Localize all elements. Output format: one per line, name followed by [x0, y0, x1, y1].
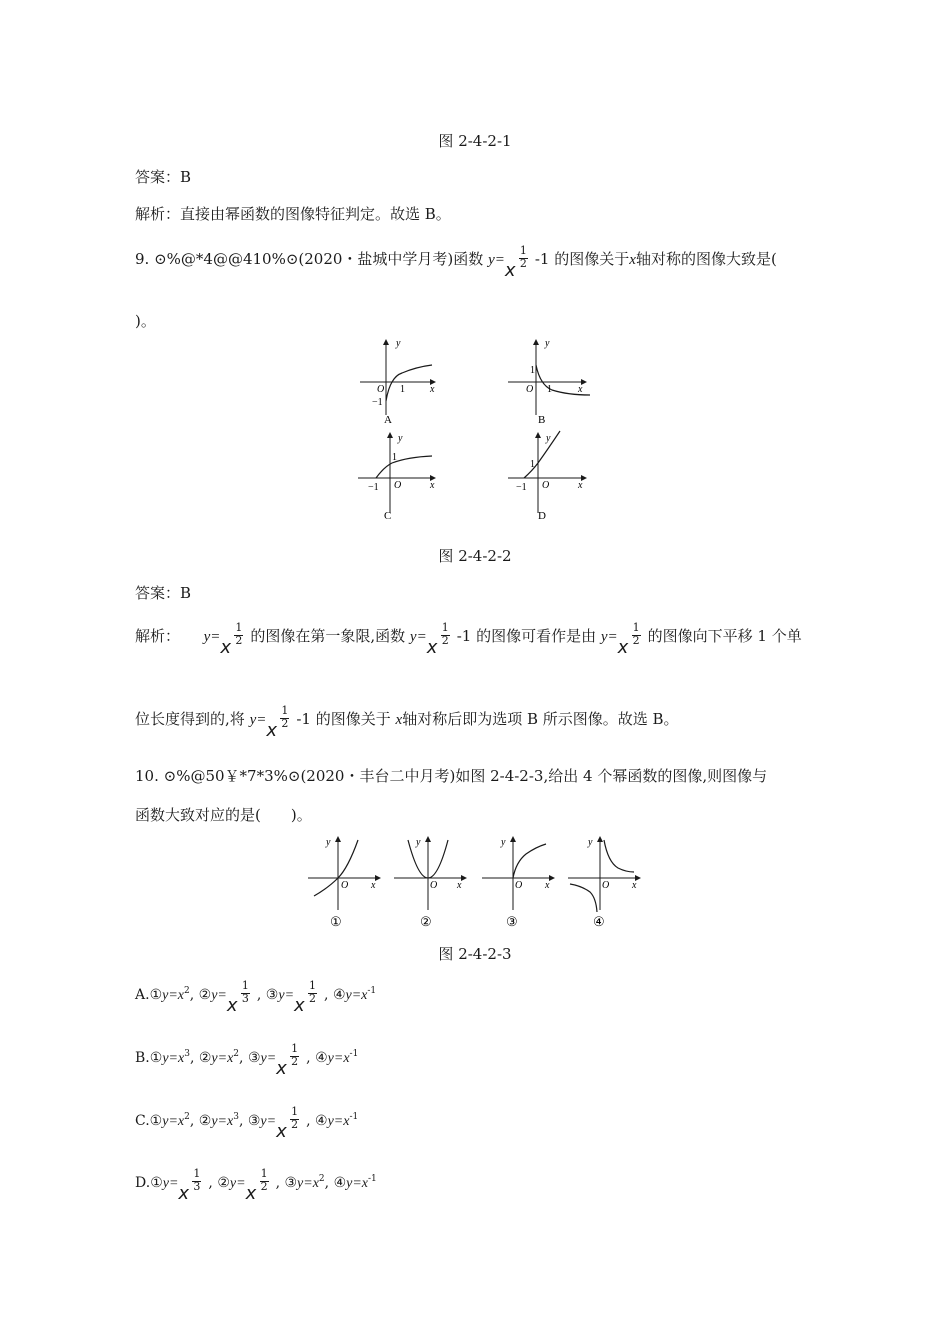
q10-option-d[interactable]: D.①y= 1 3 x , ②y= 1 2 x , $③y=x^2$, $④y=x^{-1}$ — [135, 1167, 377, 1204]
q9-analysis-l2a: 位长度得到的,将 — [135, 710, 245, 728]
graph-c — [358, 433, 435, 522]
graph-b-one-x: 1 — [547, 384, 552, 395]
q10-g4-origin: O — [602, 880, 610, 891]
q10-g3-x: x — [545, 880, 550, 891]
q9-stem-prefix: 9. ⊙%@*4@@410%⊙(2020・盐城中学月考)函数 — [135, 250, 484, 268]
q9-analysis-pow2: 1 2 x — [426, 621, 449, 658]
q9-analysis-y3: y= — [600, 629, 618, 645]
q9-graphs — [350, 335, 600, 525]
graph-c-x: x — [430, 480, 435, 491]
graph-b-origin: O — [526, 384, 534, 395]
q10-g2-origin: O — [430, 880, 438, 891]
q10-graphs — [300, 832, 650, 932]
graph-d-neg-one: −1 — [516, 482, 527, 493]
q10-g2-x: x — [457, 880, 462, 891]
q9-analysis-p3: 的图像向下平移 1 个单 — [647, 627, 802, 645]
q10-graph-2 — [394, 837, 466, 929]
q10-g4-x: x — [632, 880, 637, 891]
graph-b — [508, 338, 590, 426]
q9-stem-suffix: 的图像关于 — [554, 250, 630, 268]
graph-d-one: 1 — [530, 459, 535, 470]
graph-c-one: 1 — [392, 452, 397, 463]
figure-caption-1: 图 2-4-2-1 — [438, 132, 512, 150]
q9-stem-end: 轴对称的图像大致是( — [635, 250, 777, 268]
q9-analysis-p1: 的图像在第一象限,函数 — [250, 627, 406, 645]
q10-g2-y: y — [416, 837, 421, 848]
q9-analysis-pow1: 1 2 x — [220, 621, 243, 658]
q9-stem-line2: )。 — [135, 312, 156, 330]
q10-stem-line1: 10. ⊙%@50￥*7*3%⊙(2020・丰台二中月考)如图 2-4-2-3,给出 4 个幂函数的图像,则图像与 — [135, 767, 768, 785]
graph-c-origin: O — [394, 480, 402, 491]
q10-g1-y: y — [326, 837, 331, 848]
q10-graph-3 — [482, 837, 554, 929]
q10-g3-y: y — [501, 837, 506, 848]
q9-analysis-y1: y= — [203, 629, 221, 645]
q9-analysis-y4: y= — [249, 712, 267, 728]
q8-answer: 答案：B — [135, 168, 192, 186]
figure-caption-2: 图 2-4-2-2 — [438, 547, 512, 565]
graph-d-label: D — [538, 510, 546, 522]
q10-g2-label: ② — [420, 914, 432, 929]
q10-option-b[interactable]: $B.①y=x^3$, $②y=x^2$, ③y= 1 2 x , $④y=x^{-1}$ — [135, 1042, 359, 1079]
q10-g4-y: y — [588, 837, 593, 848]
graph-b-x: x — [578, 384, 583, 395]
q9-analysis-line2 — [135, 704, 679, 741]
q10-stem-line2: 函数大致对应的是( )。 — [135, 806, 312, 824]
q10-g1-label: ① — [330, 914, 342, 929]
q10-g3-label: ③ — [506, 914, 518, 929]
graph-a-origin: O — [377, 384, 385, 395]
graph-c-y: y — [398, 433, 403, 444]
q9-analysis-pow4: 1 2 x — [266, 704, 289, 741]
q9-power-x-half: 1 2 x — [504, 244, 527, 281]
q9-answer: 答案：B — [135, 584, 192, 602]
q10-g3-origin: O — [515, 880, 523, 891]
graph-d-origin: O — [542, 480, 550, 491]
graph-a-y: y — [396, 338, 401, 349]
graph-a-x: x — [430, 384, 435, 395]
graph-d-x: x — [578, 480, 583, 491]
q10-g4-label: ④ — [593, 914, 605, 929]
q10-graph-4 — [568, 837, 640, 929]
graph-c-label: C — [384, 510, 392, 522]
figure-caption-3: 图 2-4-2-3 — [438, 945, 512, 963]
graph-a-one: 1 — [400, 384, 405, 395]
graph-a — [360, 338, 435, 426]
q9-analysis-label: 解析： — [135, 627, 181, 645]
q10-graph-1 — [308, 837, 380, 929]
graph-d — [508, 431, 586, 522]
q9-analysis-p2: -1 的图像可看作是由 — [456, 627, 597, 645]
q9-analysis-line1 — [135, 621, 802, 658]
graph-d-y: y — [546, 433, 551, 444]
q10-option-a[interactable]: $A.①y=x^2$, ②y= 1 3 x , ③y= 1 2 x , $④y=x^{-1}$ — [135, 979, 377, 1016]
graph-b-one-y: 1 — [530, 365, 535, 376]
q9-analysis-pow3: 1 2 x — [617, 621, 640, 658]
q9-minus-one: -1 — [534, 250, 550, 268]
q9-analysis-l2c: 轴对称后即为选项 B 所示图像。故选 B。 — [402, 710, 679, 728]
q9-y-eq: y= — [488, 252, 505, 268]
graph-a-label: A — [384, 414, 392, 426]
q10-option-c[interactable]: $C.①y=x^2$, $②y=x^3$, ③y= 1 2 x , $④y=x^{-1}$ — [135, 1105, 359, 1142]
q9-stem — [135, 244, 777, 281]
q9-analysis-x: x — [395, 712, 403, 728]
q10-g1-x: x — [371, 880, 376, 891]
graph-a-neg-one: −1 — [372, 397, 383, 408]
q9-analysis-y2: y= — [409, 629, 427, 645]
graph-b-y: y — [545, 338, 550, 349]
q9-analysis-l2b: -1 的图像关于 — [296, 710, 391, 728]
q9-x: x — [629, 252, 636, 268]
graph-c-neg-one: −1 — [368, 482, 379, 493]
q10-g1-origin: O — [341, 880, 349, 891]
q8-analysis: 解析：直接由幂函数的图像特征判定。故选 B。 — [135, 205, 451, 223]
graph-b-label: B — [538, 414, 546, 426]
